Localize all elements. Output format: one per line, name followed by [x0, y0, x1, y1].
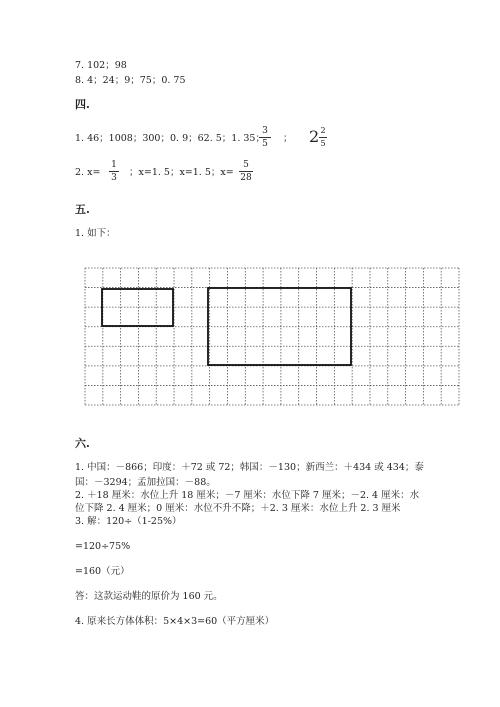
answer-4-2-start: 2. x= — [75, 167, 101, 178]
section-four-heading: 四. — [75, 98, 90, 111]
answer-6-4: 4. 原来长方体体积：5×4×3=60（平方厘米） — [75, 616, 275, 627]
answer-6-2-line1: 2. ＋18 厘米：水位上升 18 厘米；－7 厘米：水位下降 7 厘米；－2. 4 厘米：水 — [75, 490, 420, 501]
mixed-fraction: 2 5 — [320, 126, 326, 148]
section-six-heading: 六. — [75, 437, 90, 450]
answer-7: 7. 102；98 — [75, 60, 127, 71]
answer-6-1-line2: 国：－3294；孟加拉国：－88。 — [75, 477, 216, 488]
answer-6-1-line1: 1. 中国：－866；印度：＋72 或 72；韩国：－130；新西兰：＋434 或 434；泰 — [75, 462, 424, 473]
fraction-1-3: 1 3 — [109, 160, 119, 183]
answer-6-3-step1: =120÷75% — [75, 541, 131, 552]
mixed-number: 2 — [309, 127, 320, 146]
fraction-5-28: 5 28 — [240, 160, 252, 183]
answer-4-1: 1. 46；1008；300；0. 9；62. 5；1. 35； — [75, 133, 265, 144]
answer-8: 8. 4；24；9；75；0. 75 — [75, 75, 186, 86]
answer-6-3: 3. 解：120÷（1-25%） — [75, 516, 182, 527]
separator: ； — [283, 133, 293, 144]
answer-6-3-conclusion: 答：这款运动鞋的原价为 160 元。 — [75, 591, 223, 602]
answer-6-3-step2: =160（元） — [75, 566, 130, 577]
section-five-heading: 五. — [75, 203, 90, 216]
fraction-3-5: 3 5 — [259, 126, 271, 149]
answer-6-2-line2: 位下降 2. 4 厘米；0 厘米：水位不升不降；＋2. 3 厘米：水位上升 2. 3 厘米 — [75, 503, 401, 514]
answer-4-2-middle: ；x=1. 5；x=1. 5；x= — [129, 167, 234, 178]
answer-5-1: 1. 如下： — [75, 228, 116, 239]
